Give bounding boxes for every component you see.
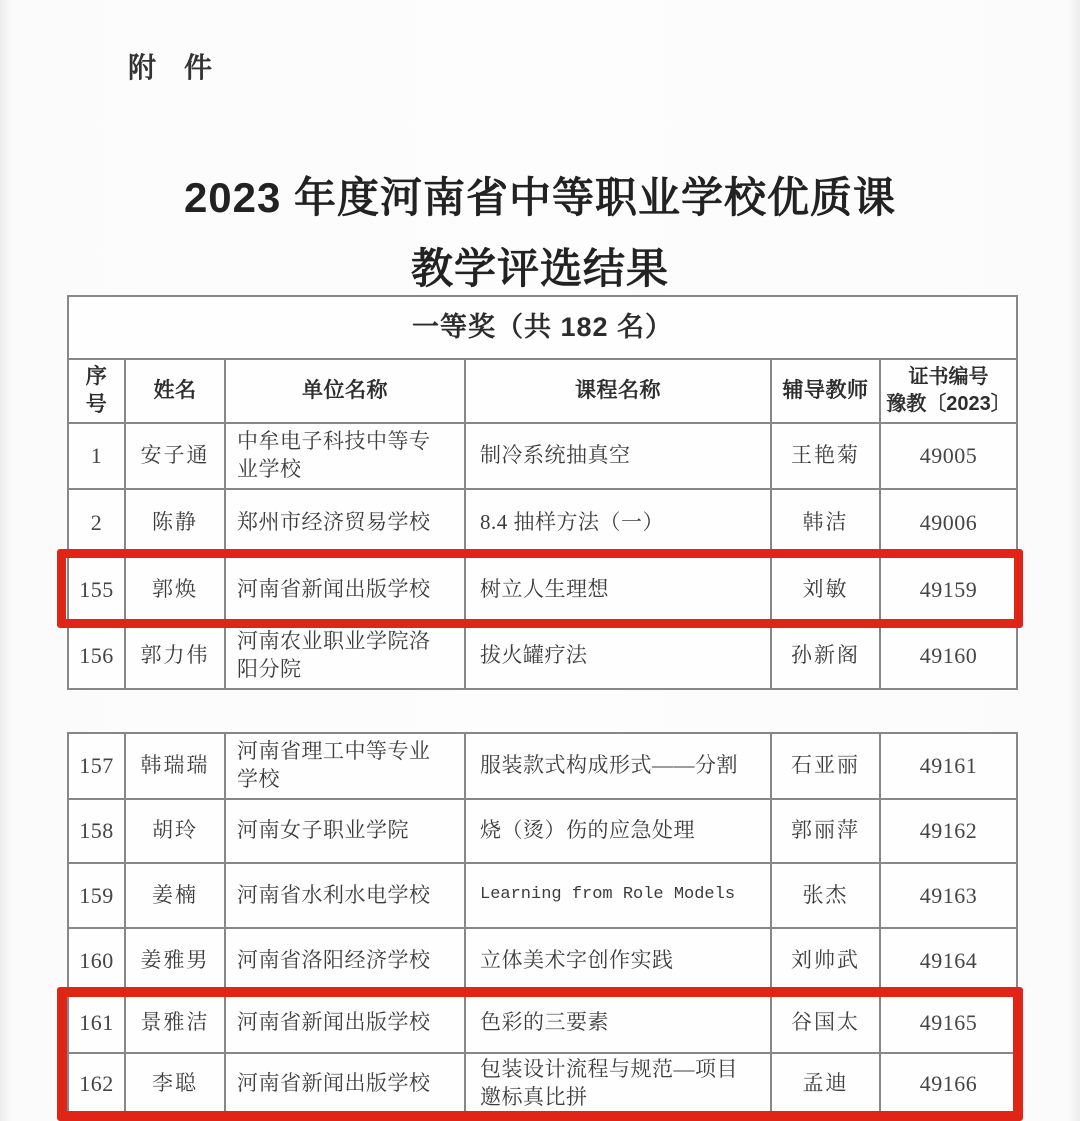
- cell-no: 2: [68, 489, 125, 556]
- cell-school: 河南省洛阳经济学校: [225, 928, 465, 993]
- cell-no: 158: [68, 799, 125, 863]
- section-title-row: [68, 296, 1017, 359]
- col-header-no: [68, 359, 125, 423]
- col-header-cert: [880, 359, 1017, 423]
- cell-name: 郭焕: [125, 556, 225, 623]
- cell-teacher: 韩洁: [771, 489, 880, 556]
- cell-teacher: 孙新阁: [771, 623, 880, 689]
- cell-no: 159: [68, 863, 125, 928]
- col-header-course: 课程名称: [465, 359, 771, 423]
- table-row: [68, 489, 1017, 556]
- attachment-label: 附 件: [128, 52, 213, 83]
- cell-cert: 49159: [880, 556, 1017, 623]
- cell-school: 郑州市经济贸易学校: [225, 489, 465, 556]
- cell-school: 河南省新闻出版学校: [225, 556, 465, 623]
- cell-cert: 49163: [880, 863, 1017, 928]
- highlight-box-row-155: [57, 549, 1023, 628]
- cell-cert: 49005: [880, 423, 1017, 489]
- cell-name: 姜楠: [125, 863, 225, 928]
- col-header-cert-line2: 豫教〔2023〕: [886, 393, 1011, 415]
- cell-teacher: 刘帅武: [771, 928, 880, 993]
- cell-cert: 49165: [880, 993, 1017, 1053]
- col-header-no-label: 序号: [85, 364, 108, 416]
- highlight-box-rows-161-162: [57, 987, 1023, 1121]
- cell-course: 包装设计流程与规范—项目邀标真比拼: [465, 1053, 771, 1114]
- cell-course: 色彩的三要素: [465, 993, 771, 1053]
- cell-name: 胡玲: [125, 799, 225, 863]
- table-row: [68, 623, 1017, 689]
- award-table-section-1: [67, 295, 1018, 690]
- cell-school: 河南农业职业学院洛阳分院: [225, 623, 465, 689]
- cell-school: 河南省新闻出版学校: [225, 993, 465, 1053]
- cell-course: 服装款式构成形式——分割: [465, 733, 771, 799]
- cell-school: 中牟电子科技中等专业学校: [225, 423, 465, 489]
- cell-cert: 49161: [880, 733, 1017, 799]
- table-row: [68, 423, 1017, 489]
- cell-name: 李聪: [125, 1053, 225, 1114]
- cell-course: 树立人生理想: [465, 556, 771, 623]
- table-row: [68, 733, 1017, 799]
- table-row: [68, 863, 1017, 928]
- cell-name: 景雅洁: [125, 993, 225, 1053]
- cell-teacher: 石亚丽: [771, 733, 880, 799]
- cell-teacher: 王艳菊: [771, 423, 880, 489]
- table-row: [68, 799, 1017, 863]
- cell-no: 160: [68, 928, 125, 993]
- cell-no: 1: [68, 423, 125, 489]
- cell-no: 156: [68, 623, 125, 689]
- cell-teacher: 郭丽萍: [771, 799, 880, 863]
- cell-cert: 49162: [880, 799, 1017, 863]
- cell-course: 烧（烫）伤的应急处理: [465, 799, 771, 863]
- cell-name: 姜雅男: [125, 928, 225, 993]
- cell-name: 郭力伟: [125, 623, 225, 689]
- cell-cert: 49006: [880, 489, 1017, 556]
- col-header-cert-line1: 证书编号: [908, 366, 989, 388]
- cell-no: 161: [68, 993, 125, 1053]
- col-header-school: 单位名称: [225, 359, 465, 423]
- cell-school: 河南女子职业学院: [225, 799, 465, 863]
- cell-school: 河南省水利水电学校: [225, 863, 465, 928]
- cell-teacher: 刘敏: [771, 556, 880, 623]
- cell-no: 155: [68, 556, 125, 623]
- cell-teacher: 孟迪: [771, 1053, 880, 1114]
- cell-course: Learning from Role Models: [465, 863, 771, 928]
- cell-course: 拔火罐疗法: [465, 623, 771, 689]
- cell-course: 8.4 抽样方法（一）: [465, 489, 771, 556]
- cell-teacher: 张杰: [771, 863, 880, 928]
- cell-teacher: 谷国太: [771, 993, 880, 1053]
- document-title-line2: 教学评选结果: [410, 245, 669, 292]
- table-row: [68, 928, 1017, 993]
- col-header-name: 姓名: [125, 359, 225, 423]
- cell-name: 陈静: [125, 489, 225, 556]
- cell-no: 157: [68, 733, 125, 799]
- document-title-line1: 2023 年度河南省中等职业学校优质课: [183, 174, 897, 221]
- cell-name: 安子通: [125, 423, 225, 489]
- cell-no: 162: [68, 1053, 125, 1114]
- cell-school: 河南省理工中等专业学校: [225, 733, 465, 799]
- table-header-row: [68, 359, 1017, 423]
- cell-school: 河南省新闻出版学校: [225, 1053, 465, 1114]
- cell-course: 立体美术字创作实践: [465, 928, 771, 993]
- col-header-teacher: 辅导教师: [771, 359, 880, 423]
- cell-cert: 49160: [880, 623, 1017, 689]
- section-title: 一等奖（共 182 名）: [68, 296, 1017, 359]
- cell-course: 制冷系统抽真空: [465, 423, 771, 489]
- cell-name: 韩瑞瑞: [125, 733, 225, 799]
- cell-cert: 49166: [880, 1053, 1017, 1114]
- cell-cert: 49164: [880, 928, 1017, 993]
